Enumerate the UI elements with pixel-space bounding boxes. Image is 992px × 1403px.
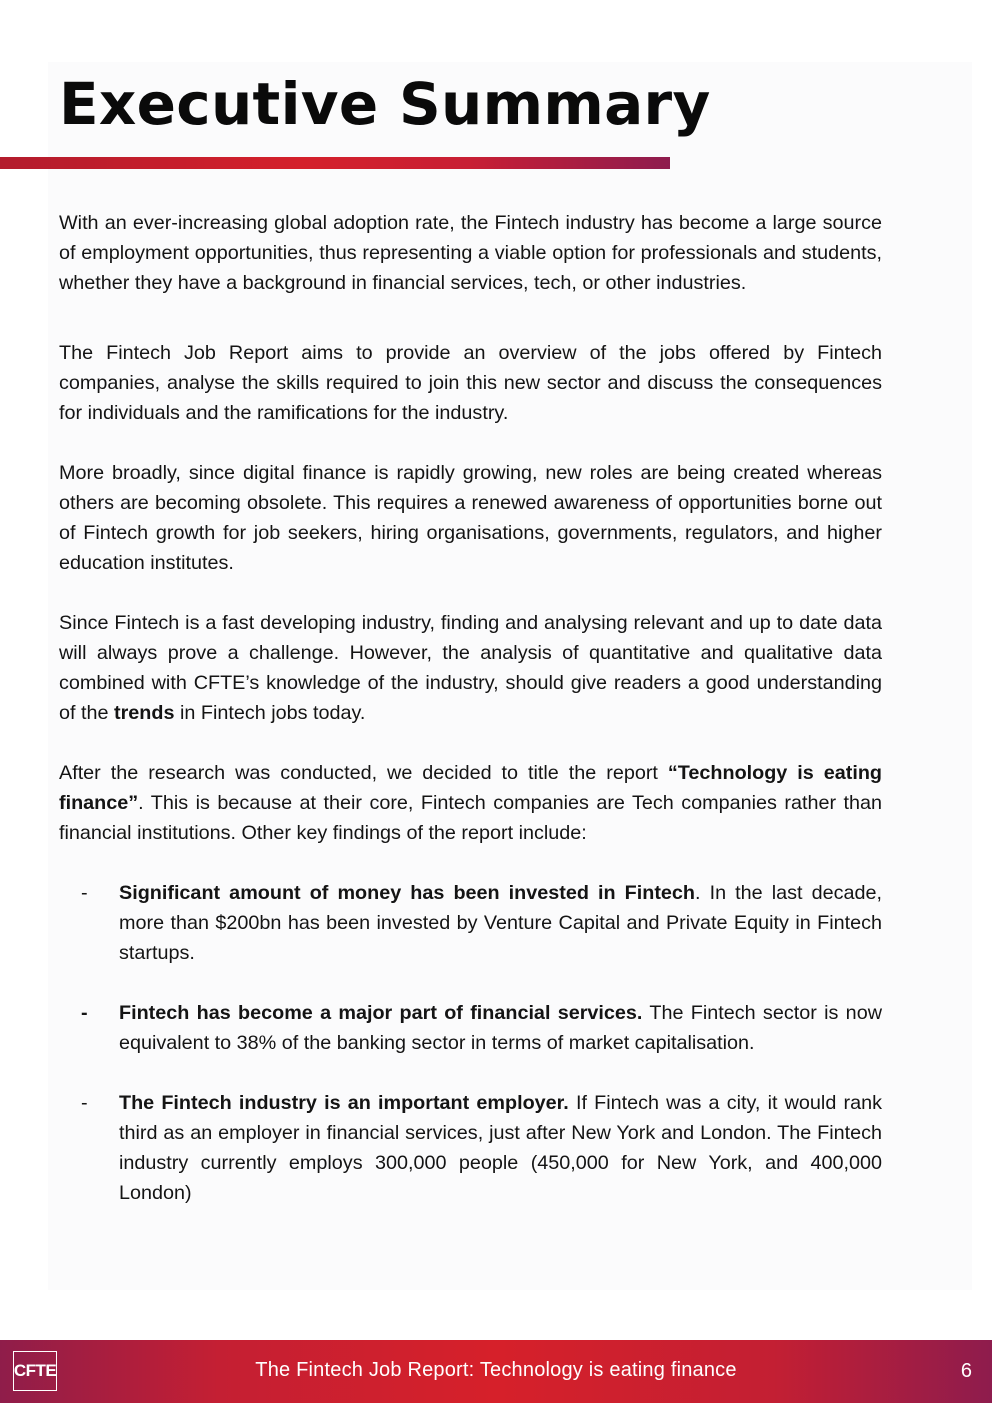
bold-trends: trends [114, 702, 175, 724]
key-findings-list [59, 878, 882, 1208]
main-text [59, 208, 882, 1238]
paragraph-intro: With an ever-increasing global adoption rate, the Fintech industry has become a large source of employment opportunities, thus representing a viable option for professionals and students, whether they have a background in financial services, tech, or other industries. [59, 212, 882, 294]
title-underline-bar [0, 157, 670, 169]
bold-report-title: “Technology is eating finance” [59, 762, 882, 814]
paragraph-report-title [59, 758, 882, 848]
page-number: 6 [960, 1360, 972, 1382]
footer-title: The Fintech Job Report: Technology is eating finance [255, 1359, 737, 1381]
bullet-dash: - [81, 1092, 88, 1114]
text-span: Since Fintech is a fast developing industry, finding and analysing relevant and up to date data will always prove a challenge. However, the analysis of quantitative and qualitative data combined with CFTE’s knowledge of the industry, should give readers a good understanding of the [59, 612, 882, 724]
text-span: in Fintech jobs today. [174, 702, 366, 724]
bullet-dash: - [81, 1002, 88, 1024]
text-span: . This is because at their core, Fintech companies are Tech companies rather than financial institutions. Other key findings of the report include: [59, 792, 882, 844]
list-item [59, 998, 882, 1058]
text-span: After the research was conducted, we decided to title the report [59, 762, 668, 784]
finding-text: . In the last decade, more than $200bn has been invested by Venture Capital and Private Equity in Fintech startups. [119, 882, 882, 964]
finding-heading: Significant amount of money has been invested in Fintech [119, 882, 696, 904]
finding-heading: The Fintech industry is an important employer. [119, 1092, 569, 1114]
page-title: Executive Summary [59, 70, 711, 138]
paragraph-data-challenge [59, 608, 882, 728]
list-item [59, 1088, 882, 1208]
finding-heading: Fintech has become a major part of financial services. [119, 1002, 643, 1024]
bullet-dash: - [81, 882, 88, 904]
paragraph-report-aims: The Fintech Job Report aims to provide an overview of the jobs offered by Fintech companies, analyse the skills required to join this new sector and discuss the consequences for individuals and the ramifications for the industry. [59, 342, 882, 424]
finding-text: The Fintech sector is now equivalent to 38% of the banking sector in terms of market capitalisation. [119, 1002, 882, 1054]
list-item [59, 878, 882, 968]
finding-text: If Fintech was a city, it would rank third as an employer in financial services, just after New York and London. The Fintech industry currently employs 300,000 people (450,000 for New York, and 400,000 London) [119, 1092, 882, 1204]
paragraph-digital-finance: More broadly, since digital finance is rapidly growing, new roles are being created whereas others are becoming obsolete. This requires a renewed awareness of opportunities borne out of Fintech growth for job seekers, hiring organisations, governments, regulators, and higher education institutes. [59, 462, 882, 574]
page-footer [0, 1340, 992, 1403]
cfte-logo: CFTE [13, 1351, 57, 1391]
